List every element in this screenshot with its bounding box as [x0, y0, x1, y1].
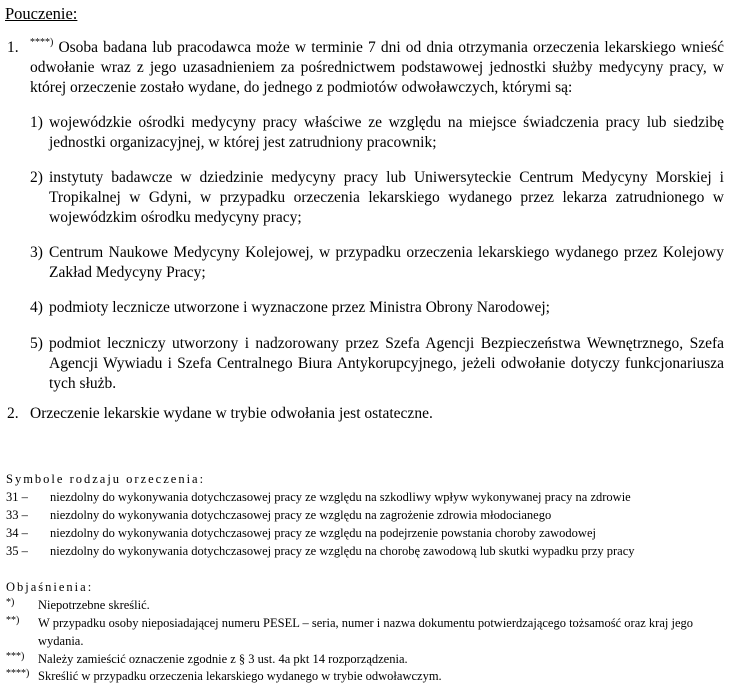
subitem-text: wojewódzkie ośrodki medycyny pracy właściwe ze względu na miejsce świadczenia pracy lub siedzibę jednostki organizacyjnej, w której jest zatrudniony pracownik;: [49, 114, 724, 151]
paragraph-1-footnote-mark: ****): [30, 37, 54, 48]
paragraph-2-text: Orzeczenie lekarskie wydane w trybie odwołania jest ostateczne.: [30, 405, 433, 422]
paragraph-1: [30, 38, 724, 98]
symbol-description: niezdolny do wykonywania dotychczasowej pracy ze względu na szkodliwy wpływ wykonywanej pracy na zdrowie: [50, 490, 631, 504]
footnote-text: Skreślić w przypadku orzeczenia lekarskiego wydanego w trybie odwoławczym.: [38, 669, 442, 683]
symbols-title: Symbole rodzaju orzeczenia:: [6, 472, 206, 486]
footnote-mark: ****): [6, 668, 30, 679]
paragraph-2-number: 2.: [7, 405, 19, 422]
subitem-number: 4): [30, 299, 43, 316]
symbol-code: 31 –: [6, 490, 28, 504]
paragraph-1-text: Osoba badana lub pracodawca może w terminie 7 dni od dnia otrzymania orzeczenia lekarskiego wnieść odwołanie wraz z jego uzasadnieniem za pośrednictwem podstawowej jednostki służby medycyny pracy, w której orzeczenie zostało wydane, do jednego z podmiotów odwoławczych, którymi są:: [30, 39, 724, 96]
subitem-number: 5): [30, 335, 43, 352]
symbol-code: 35 –: [6, 544, 28, 558]
subitem-text: instytuty badawcze w dziedzinie medycyny pracy lub Uniwersyteckie Centrum Medycyny Morskiej i Tropikalnej w Gdyni, w przypadku orzeczenia lekarskiego wydanego przez lekarza zatrudnionego w wojewódzkim ośrodku medycyny pracy;: [49, 169, 724, 226]
paragraph-1-number: 1.: [7, 39, 19, 56]
symbol-description: niezdolny do wykonywania dotychczasowej pracy ze względu na podejrzenie powstania choroby zawodowej: [50, 526, 596, 540]
subitem-text: Centrum Naukowe Medycyny Kolejowej, w przypadku orzeczenia lekarskiego wydanego przez Kolejowy Zakład Medycyny Pracy;: [49, 244, 724, 281]
footnote-mark: ***): [6, 651, 25, 662]
symbol-description: niezdolny do wykonywania dotychczasowej pracy ze względu na zagrożenie zdrowia młodocianego: [50, 508, 552, 522]
explanations-title: Objaśnienia:: [6, 580, 94, 594]
subitem-number: 1): [30, 114, 43, 131]
symbol-code: 33 –: [6, 508, 28, 522]
footnote-text: Niepotrzebne skreślić.: [38, 598, 150, 612]
subitem-text: podmiot leczniczy utworzony i nadzorowany przez Szefa Agencji Bezpieczeństwa Wewnętrznego, Szefa Agencji Wywiadu i Szefa Centralnego Biura Antykorupcyjnego, jeżeli odwołanie dotyczy funkcjonariusza tych służb.: [49, 335, 724, 392]
footnote-text: W przypadku osoby nieposiadającej numeru PESEL – seria, numer i nazwa dokumentu potwierdzającego tożsamość oraz kraj jego wydania.: [38, 616, 693, 648]
footnote-mark: *): [6, 597, 15, 608]
symbol-description: niezdolny do wykonywania dotychczasowej pracy ze względu na chorobę zawodową lub skutki wypadku przy pracy: [50, 544, 635, 558]
footnote-text: Należy zamieścić oznaczenie zgodnie z § 3 ust. 4a pkt 14 rozporządzenia.: [38, 652, 408, 666]
footnote-mark: **): [6, 615, 20, 626]
subitem-text: podmioty lecznicze utworzone i wyznaczone przez Ministra Obrony Narodowej;: [49, 299, 550, 316]
subitem-number: 3): [30, 244, 43, 261]
heading-pouczenie: Pouczenie:: [5, 4, 78, 23]
symbol-code: 34 –: [6, 526, 28, 540]
subitem-number: 2): [30, 169, 43, 186]
